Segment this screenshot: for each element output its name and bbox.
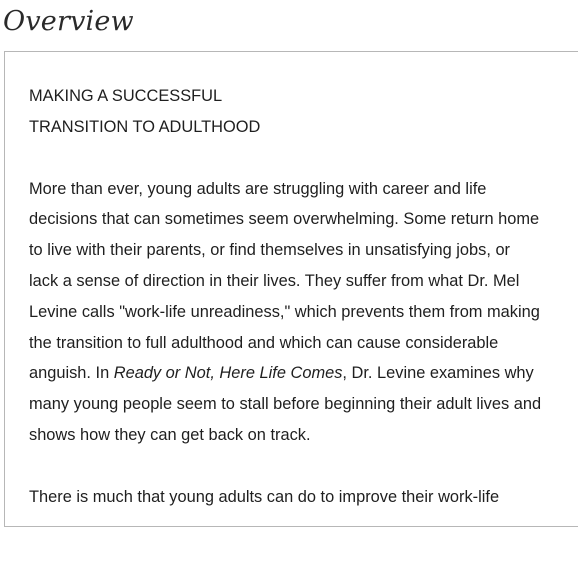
paragraph-line: many young people seem to stall before beginning their adult lives and <box>29 395 542 414</box>
overview-heading: Overview <box>3 6 134 37</box>
paragraph-line: shows how they can get back on track. <box>29 425 311 444</box>
paragraph-line: More than ever, young adults are struggling with career and life <box>29 179 487 198</box>
overview-paragraph-2: There is much that young adults can do to improve their work-life <box>29 487 500 506</box>
book-title: Ready or Not, Here Life Comes <box>113 364 343 383</box>
paragraph-line: Levine calls "work-life unreadiness," which prevents them from making <box>29 302 540 321</box>
paragraph-text: , Dr. Levine examines why <box>342 364 534 383</box>
paragraph-line: decisions that can sometimes seem overwhelming. Some return home <box>29 210 540 229</box>
paragraph-line: to live with their parents, or find themselves in unsatisfying jobs, or <box>29 241 511 260</box>
overview-title-line-1: MAKING A SUCCESSFUL <box>29 87 223 105</box>
overview-title-line-2: TRANSITION TO ADULTHOOD <box>29 117 261 136</box>
overview-paragraph-1 <box>29 174 569 451</box>
paragraph-text: anguish. In <box>29 364 114 383</box>
paragraph-line: lack a sense of direction in their lives. They suffer from what Dr. Mel <box>29 271 520 290</box>
overview-content <box>29 81 569 513</box>
paragraph-line <box>29 358 569 389</box>
overview-panel <box>4 51 578 527</box>
paragraph-line: the transition to full adulthood and which can cause considerable <box>29 333 499 352</box>
